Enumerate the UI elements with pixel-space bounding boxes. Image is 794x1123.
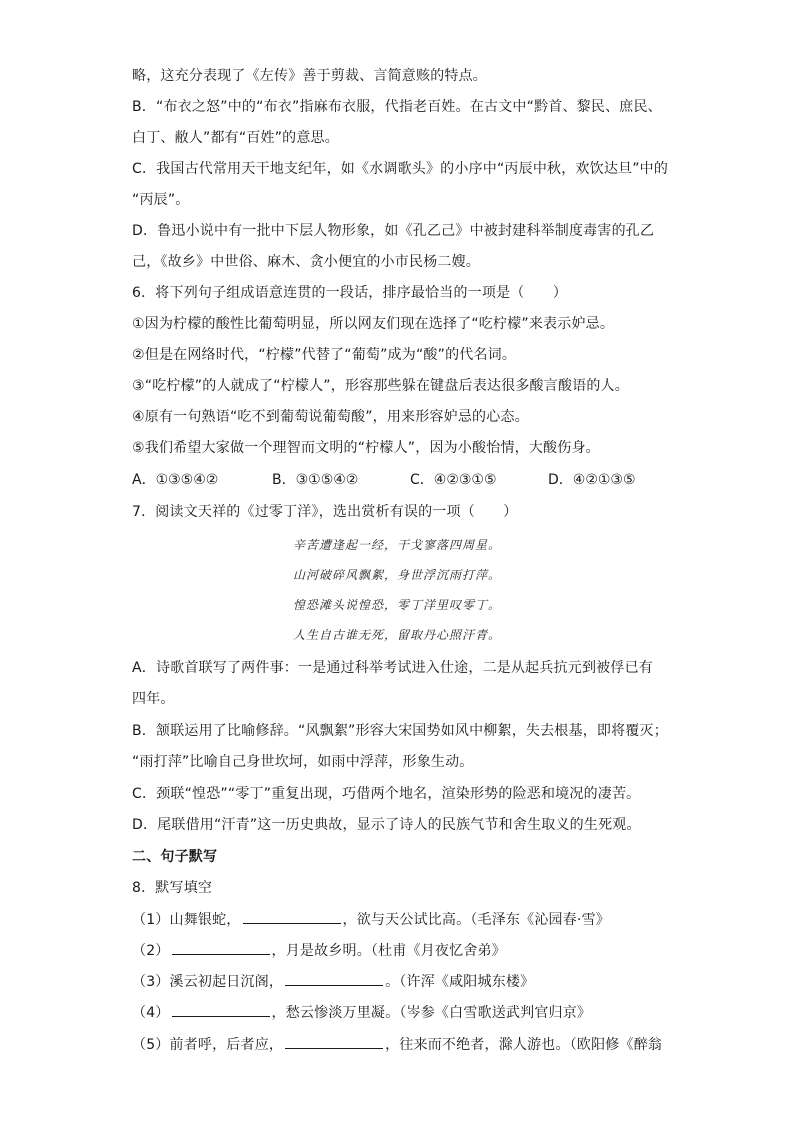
q7-option-b: B．颔联运用了比喻修辞。“风飘絮”形容大宋国势如风中柳絮，失去根基，即将覆灭； (132, 723, 668, 739)
fill-prefix: （4） (132, 1005, 170, 1021)
fill-item-4 (132, 1002, 591, 1023)
q6-option-d: D．④②①③⑤ (548, 472, 636, 488)
answer-blank[interactable] (172, 940, 270, 955)
q6-option-b: B．③①⑤④② (272, 472, 359, 488)
text-line: 四年。 (132, 691, 175, 707)
section-heading: 二、句子默写 (132, 849, 218, 865)
fill-suffix: ，愁云惨淡万里凝。（岑参《白雪歌送武判官归京》 (271, 1005, 592, 1021)
text-line: 白丁、敝人”都有“百姓”的意思。 (132, 130, 339, 146)
q6-option-a: A．①③⑤④② (132, 472, 219, 488)
q8-title: 8．默写填空 (132, 880, 213, 896)
text-line: “丙辰”。 (132, 192, 190, 208)
answer-blank[interactable] (243, 909, 341, 924)
q6-sentence-4: ④原有一句熟语“吃不到葡萄说葡萄酸”，用来形容妒忌的心态。 (132, 409, 529, 425)
fill-item-1 (132, 909, 610, 930)
fill-prefix: （5）前者呼，后者应， (132, 1037, 284, 1053)
answer-blank[interactable] (285, 971, 383, 986)
poem-line-4: 人生自古谁无死，留取丹心照汗青。 (292, 628, 501, 642)
fill-item-2 (132, 940, 506, 961)
poem-line-3: 惶恐滩头说惶恐，零丁洋里叹零丁。 (292, 598, 501, 612)
q5-option-c: C．我国古代常用天干地支纪年，如《水调歌头》的小序中“丙辰中秋，欢饮达旦”中的 (132, 161, 669, 177)
fill-suffix: ，月是故乡明。（杜甫《月夜忆舍弟》 (271, 943, 506, 959)
poem-line-2: 山河破碎风飘絮，身世浮沉雨打萍。 (292, 568, 501, 582)
q6-sentence-2: ②但是在网络时代，“柠檬”代替了“葡萄”成为“酸”的代名词。 (132, 347, 517, 363)
q7-option-a: A．诗歌首联写了两件事：一是通过科举考试进入仕途，二是从起兵抗元到被俘已有 (132, 660, 653, 676)
answer-blank[interactable] (285, 1034, 383, 1049)
fill-suffix: 。（许浑《咸阳城东楼》 (385, 974, 535, 990)
q5-option-d: D．鲁迅小说中有一批中下层人物形象，如《孔乙己》中被封建科举制度毒害的孔乙 (132, 223, 655, 239)
q6-sentence-3: ③“吃柠檬”的人就成了“柠檬人”，形容那些躲在键盘后表达很多酸言酸语的人。 (132, 378, 629, 394)
fill-prefix: （1）山舞银蛇， (132, 912, 241, 928)
fill-suffix: ，往来而不绝者，滁人游也。（欧阳修《醉翁 (385, 1037, 663, 1053)
q7-title: 7．阅读文天祥的《过零丁洋》，选出赏析有误的一项（ ） (132, 504, 518, 520)
fill-item-5 (132, 1034, 662, 1055)
text-line: 略，这充分表现了《左传》善于剪裁、言简意赅的特点。 (132, 68, 487, 84)
q6-sentence-1: ①因为柠檬的酸性比葡萄明显，所以网友们现在选择了“吃柠檬”来表示妒忌。 (132, 316, 615, 332)
fill-prefix: （2） (132, 943, 170, 959)
text-line: “雨打萍”比喻自己身世坎坷，如雨中浮萍，形象生动。 (132, 754, 474, 770)
q6-title: 6．将下列句子组成语意连贯的一段话，排序最恰当的一项是（ ） (132, 285, 568, 301)
text-line: 己，《故乡》中世俗、麻木、贪小便宜的小市民杨二嫂。 (132, 254, 480, 270)
q6-sentence-5: ⑤我们希望大家做一个理智而文明的“柠檬人”，因为小酸怡情，大酸伤身。 (132, 440, 600, 456)
fill-item-3 (132, 971, 534, 992)
q5-option-b: B．“布衣之怒”中的“布衣”指麻布衣服，代指老百姓。在古文中“黔首、黎民、庶民、 (132, 99, 662, 115)
fill-suffix: ，欲与天公试比高。（毛泽东《沁园春·雪》 (342, 912, 610, 928)
q7-option-d: D．尾联借用“汗青”这一历史典故，显示了诗人的民族气节和舍生取义的生死观。 (132, 817, 641, 833)
poem-line-1: 辛苦遭逢起一经，干戈寥落四周星。 (292, 538, 501, 552)
q6-option-c: C．④②③①⑤ (410, 472, 497, 488)
fill-prefix: （3）溪云初起日沉阁， (132, 974, 284, 990)
answer-blank[interactable] (172, 1002, 270, 1017)
q7-option-c: C．颈联“惶恐”“零丁”重复出现，巧借两个地名，渲染形势的险恶和境况的凄苦。 (132, 786, 641, 802)
